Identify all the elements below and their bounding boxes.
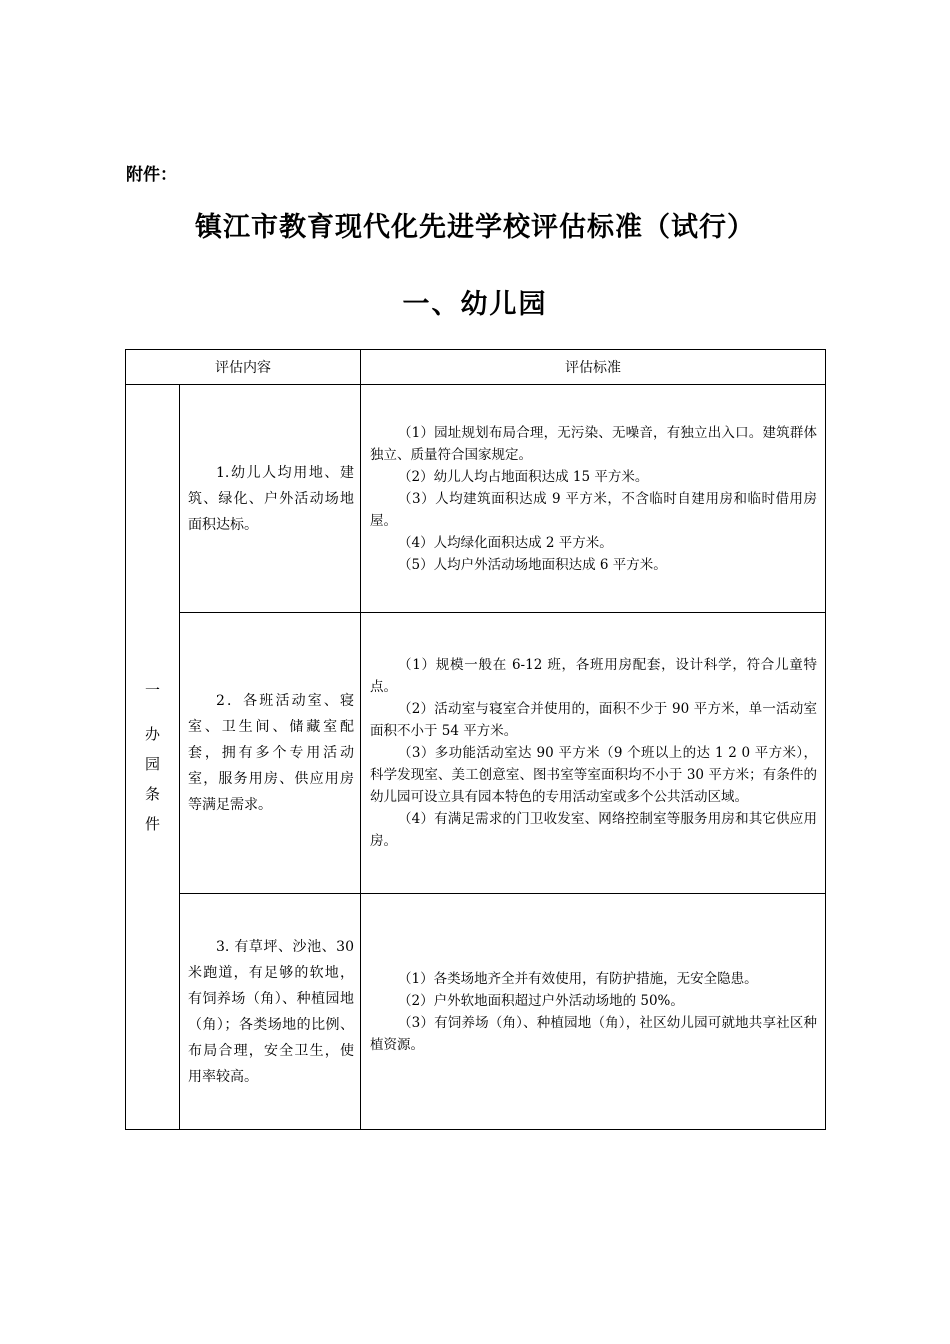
standard-item: （2）幼儿人均占地面积达成 15 平方米。 bbox=[398, 468, 649, 485]
section-title: 一、幼儿园 bbox=[402, 289, 548, 320]
table-row bbox=[126, 894, 826, 1130]
standard-item: （2）活动室与寝室合并使用的，面积不少于 90 平方米，单一活动室面积不小于 54 平方米。 bbox=[370, 701, 817, 739]
standard-item: （3）人均建筑面积达成 9 平方米，不含临时自建用房和临时借用房屋。 bbox=[370, 490, 817, 529]
category-char: 园 bbox=[144, 755, 160, 773]
content-text: 2．各班活动室、寝室、卫生间、储藏室配套，拥有多个专用活动室，服务用房、供应用房等满足需求。 bbox=[188, 693, 354, 813]
evaluation-table bbox=[125, 349, 826, 1130]
category-number: 一 bbox=[144, 681, 160, 699]
standard-cell bbox=[361, 385, 826, 613]
standard-item: （3）有饲养场（角）、种植园地（角），社区幼儿园可就地共享社区种植资源。 bbox=[370, 1014, 817, 1053]
table-header-row bbox=[126, 350, 826, 385]
content-cell bbox=[180, 894, 361, 1130]
standard-cell bbox=[361, 894, 826, 1130]
attachment-label: 附件： bbox=[126, 165, 177, 185]
standard-item: （4）有满足需求的门卫收发室、网络控制室等服务用房和其它供应用房。 bbox=[370, 811, 817, 849]
standard-item: （1）规模一般在 6-12 班，各班用房配套，设计科学，符合儿童特点。 bbox=[370, 657, 817, 695]
standard-item: （1）各类场地齐全并有效使用，有防护措施，无安全隐患。 bbox=[398, 970, 758, 987]
category-cell bbox=[126, 385, 180, 1130]
standard-item: （1）园址规划布局合理，无污染、无噪音，有独立出入口。建筑群体独立、质量符合国家规定。 bbox=[370, 424, 817, 463]
document-title: 镇江市教育现代化先进学校评估标准（试行） bbox=[195, 212, 755, 243]
content-text: 1.幼儿人均用地、建筑、绿化、户外活动场地面积达标。 bbox=[188, 464, 354, 533]
standard-item: （4）人均绿化面积达成 2 平方米。 bbox=[398, 534, 613, 551]
category-char: 条 bbox=[144, 785, 160, 803]
standard-item: （2）户外软地面积超过户外活动场地的 50%。 bbox=[398, 992, 684, 1009]
standard-item: （3）多功能活动室达 90 平方米（9 个班以上的达 1 2 0 平方米），科学发现室、美工创意室、图书室等室面积均不小于 30 平方米；有条件的幼儿园可设立具有园本特色的专用活动室或多个公共活动区域。 bbox=[370, 745, 817, 805]
category-char: 件 bbox=[144, 815, 160, 833]
content-text: 3. 有草坪、沙池、30 米跑道，有足够的软地，有饲养场（角）、种植园地（角）；各类场地的比例、布局合理，安全卫生，使用率较高。 bbox=[188, 938, 354, 1085]
table-row bbox=[126, 613, 826, 894]
table-row bbox=[126, 385, 826, 613]
header-content: 评估内容 bbox=[126, 350, 361, 385]
content-cell bbox=[180, 385, 361, 613]
standard-cell bbox=[361, 613, 826, 894]
header-standard: 评估标准 bbox=[361, 350, 826, 385]
standard-item: （5）人均户外活动场地面积达成 6 平方米。 bbox=[398, 556, 667, 573]
category-char: 办 bbox=[144, 725, 160, 743]
content-cell bbox=[180, 613, 361, 894]
